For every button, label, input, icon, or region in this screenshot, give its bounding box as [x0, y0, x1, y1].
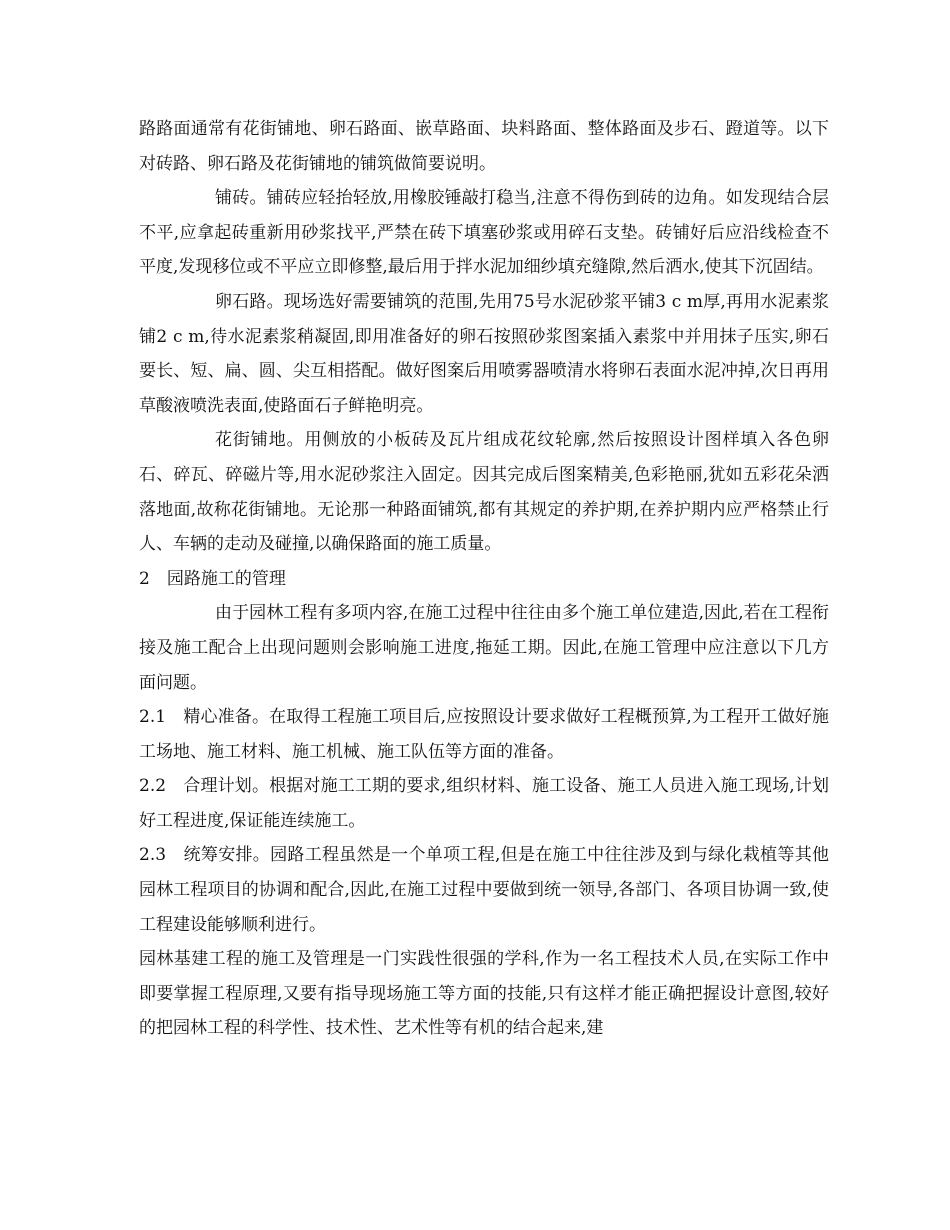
paragraph-pebble-road: 卵石路。现场选好需要铺筑的范围,先用75号水泥砂浆平铺3 c m厚,再用水泥素浆铺2 c m,待水泥素浆稍凝固,即用准备好的卵石按照砂浆图案插入素浆中并用抹子压实,卵石要长、短、扁、圆、尖互相搭配。做好图案后用喷雾器喷清水将卵石表面水泥冲掉,次日再用草酸液喷洗表面,使路面石子鲜艳明亮。	[139, 291, 829, 416]
paragraph-2-3-coordination: 2.3 统筹安排。园路工程虽然是一个单项工程,但是在施工中往往涉及到与绿化栽植等其他园林工程项目的协调和配合,因此,在施工过程中要做到统一领导,各部门、各项目协调一致,使工程建设能够顺利进行。	[139, 845, 829, 935]
document-body	[139, 112, 829, 1046]
paragraph-management-intro: 由于园林工程有多项内容,在施工过程中往往由多个施工单位建造,因此,若在工程衔接及施工配合上出现问题则会影响施工进度,拖延工期。因此,在施工管理中应注意以下几方面问题。	[139, 603, 829, 693]
section-heading-management: 2 园路施工的管理	[139, 568, 286, 589]
paragraph-conclusion: 园林基建工程的施工及管理是一门实践性很强的学科,作为一名工程技术人员,在实际工作中即要掌握工程原理,又要有指导现场施工等方面的技能,只有这样才能正确把握设计意图,较好的把园林工程的科学性、技术性、艺术性等有机的结合起来,建	[139, 949, 829, 1039]
paragraph-brick-paving: 铺砖。铺砖应轻抬轻放,用橡胶锤敲打稳当,注意不得伤到砖的边角。如发现结合层不平,应拿起砖重新用砂浆找平,严禁在砖下填塞砂浆或用碎石支垫。砖铺好后应沿线检查不平度,发现移位或不平应立即修整,最后用于拌水泥加细纱填充缝隙,然后洒水,使其下沉固结。	[139, 188, 829, 278]
paragraph-2-1-preparation: 2.1 精心准备。在取得工程施工项目后,应按照设计要求做好工程概预算,为工程开工做好施工场地、施工材料、施工机械、施工队伍等方面的准备。	[139, 707, 829, 762]
paragraph-2-2-planning: 2.2 合理计划。根据对施工工期的要求,组织材料、施工设备、施工人员进入施工现场,计划好工程进度,保证能连续施工。	[139, 776, 829, 831]
paragraph-flower-street-paving: 花街铺地。用侧放的小板砖及瓦片组成花纹轮廓,然后按照设计图样填入各色卵石、碎瓦、碎磁片等,用水泥砂浆注入固定。因其完成后图案精美,色彩艳丽,犹如五彩花朵洒落地面,故称花街铺地。无论那一种路面铺筑,都有其规定的养护期,在养护期内应严格禁止行人、车辆的走动及碰撞,以确保路面的施工质量。	[139, 430, 829, 555]
paragraph-intro: 路路面通常有花街铺地、卵石路面、嵌草路面、块料路面、整体路面及步石、蹬道等。以下对砖路、卵石路及花街铺地的铺筑做简要说明。	[139, 119, 829, 174]
